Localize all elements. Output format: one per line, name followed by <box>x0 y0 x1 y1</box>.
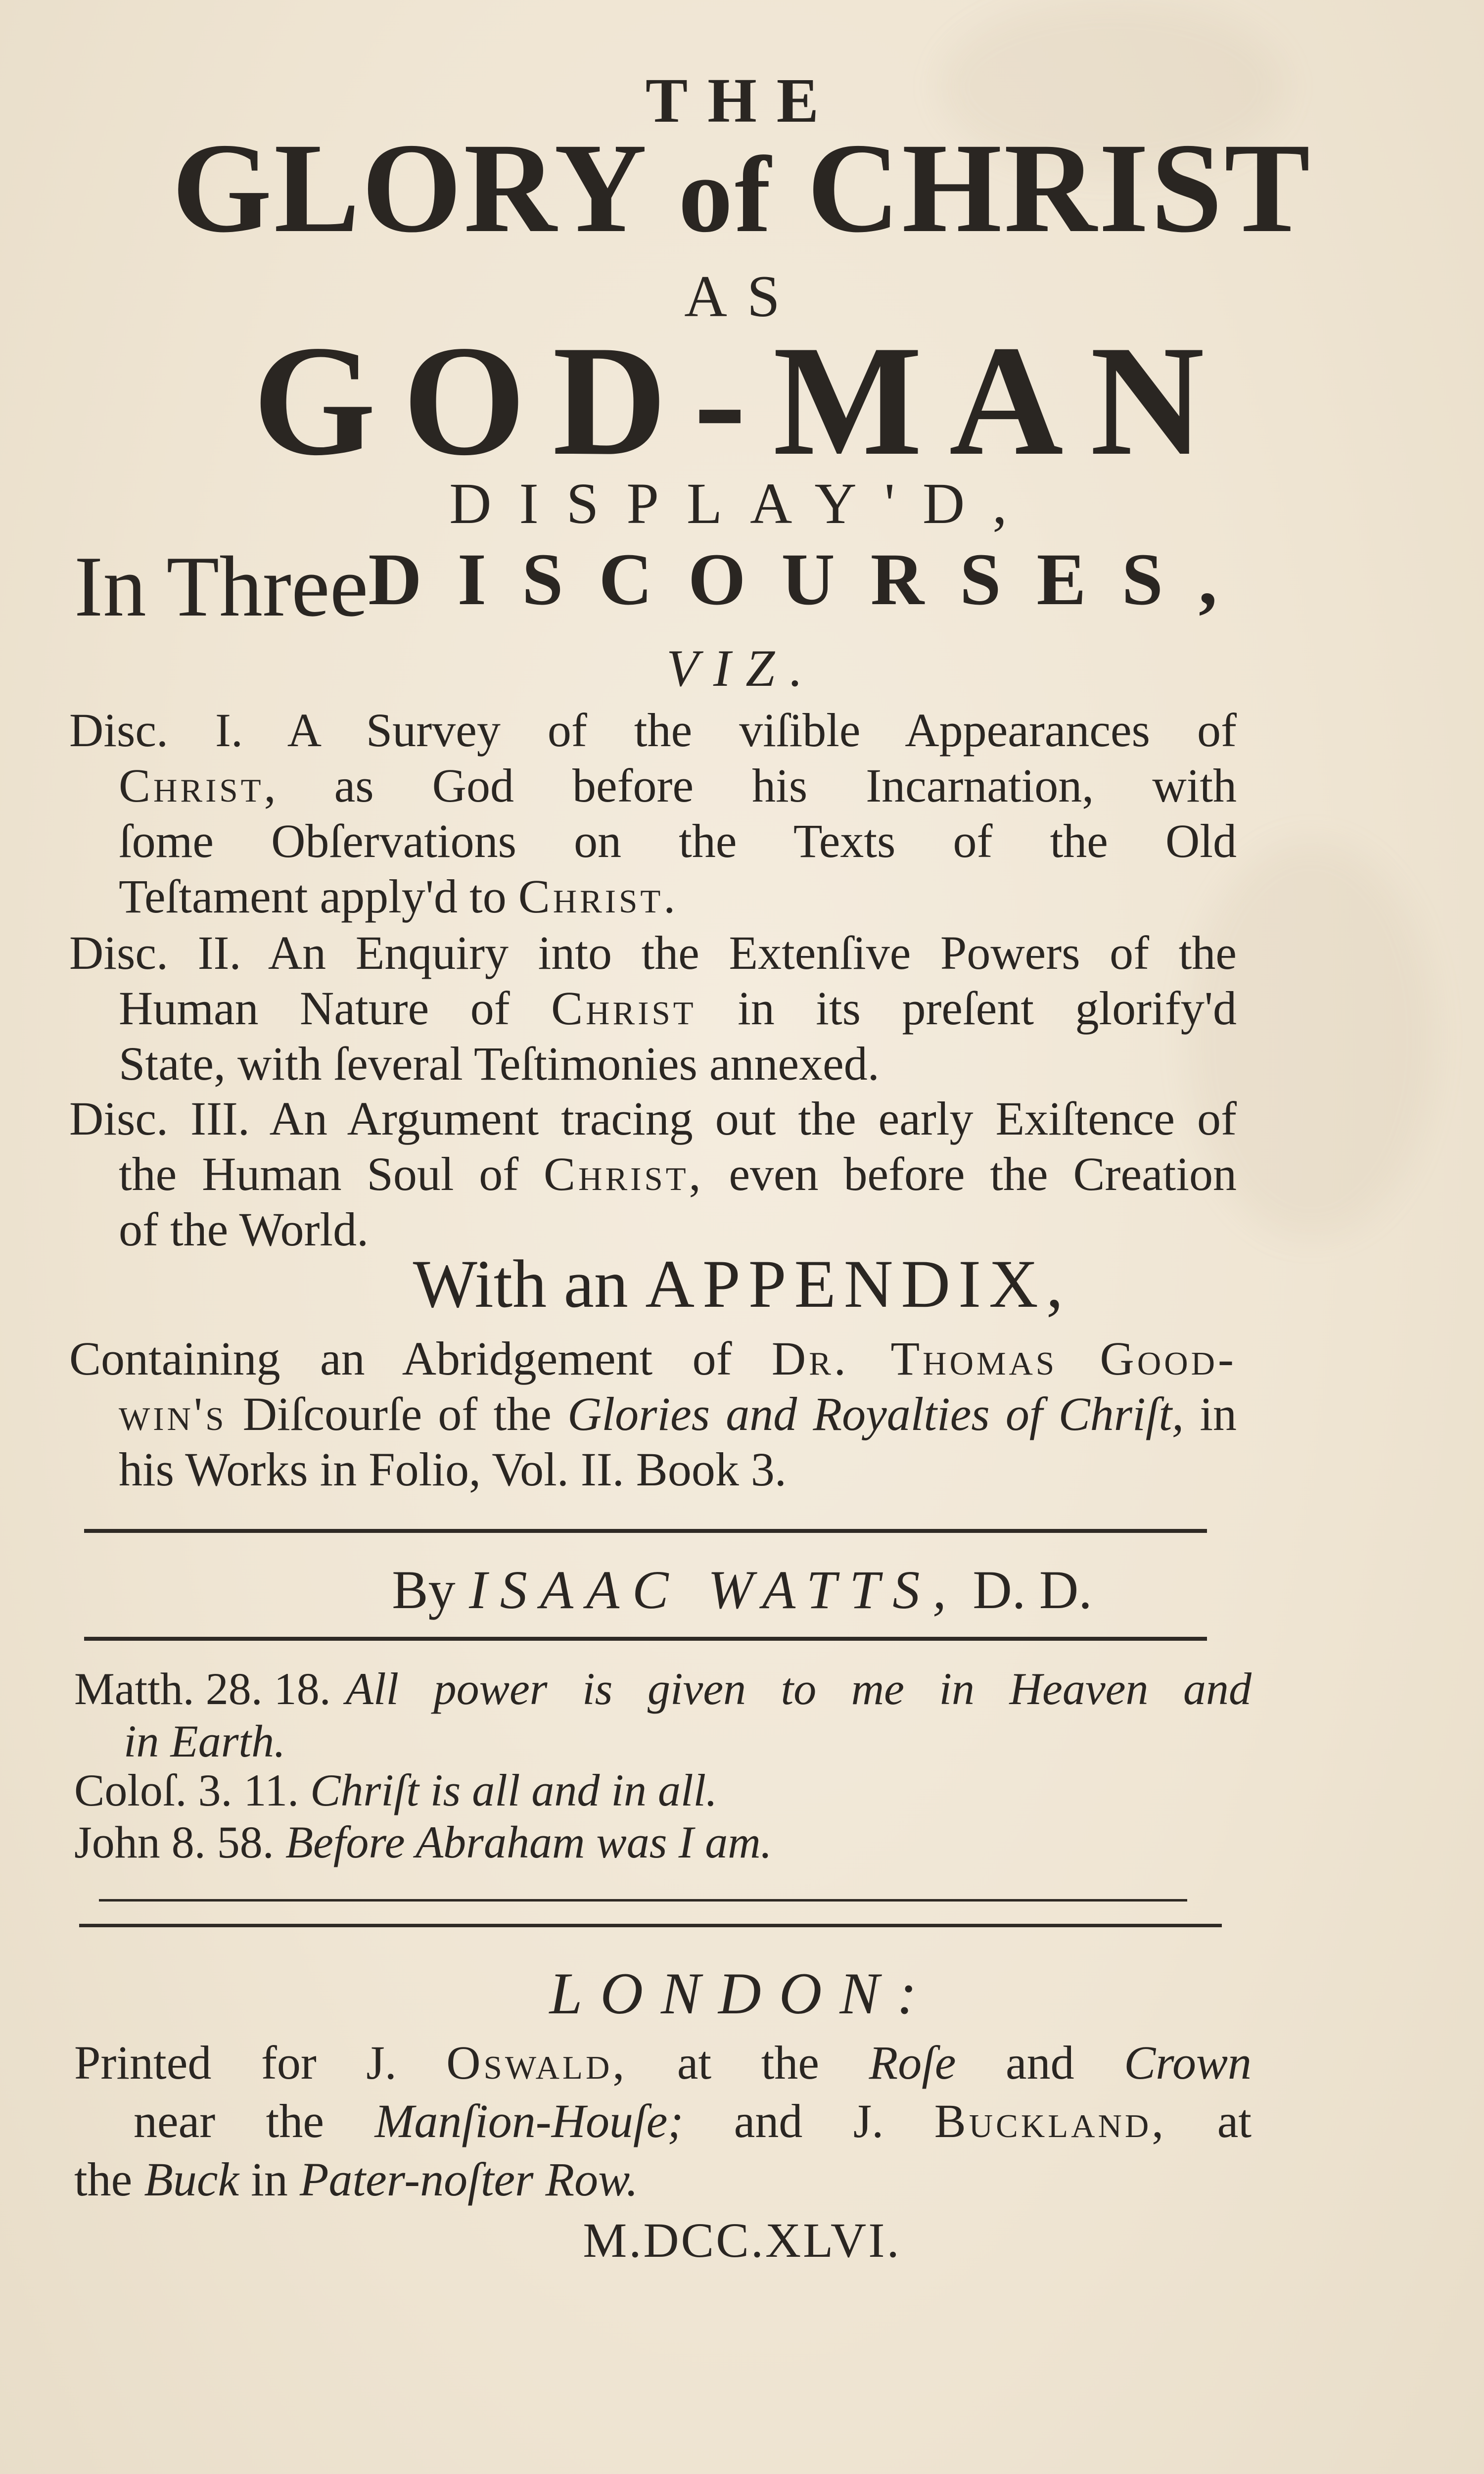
epigraph-2 <box>74 1764 1252 1816</box>
appendix-line-1 <box>69 1331 1237 1386</box>
christ-smallcaps: Christ <box>119 759 264 812</box>
epigraph-1-text: All power is given to me in Heaven and <box>345 1664 1252 1714</box>
divider-rule <box>99 1899 1187 1902</box>
imprint-city: LONDON: <box>549 1960 935 2026</box>
imprint-date: M.DCC.XLVI. <box>583 2213 901 2268</box>
discourse-3 <box>69 1091 1237 1257</box>
epigraph-3-text: Before Abraham was I am. <box>285 1817 772 1867</box>
discourse-3-label: Disc. III. <box>69 1092 250 1145</box>
discourse-1-text-c: ſome Obſervations on the Texts of the Old <box>119 814 1237 867</box>
divider-rule <box>79 1924 1222 1927</box>
discourse-2-label: Disc. II. <box>69 926 241 979</box>
discourse-3-text-b: the Human Soul of <box>119 1147 519 1200</box>
discourse-2-text-a: An Enquiry into the Extenſive Powers of the <box>268 926 1237 979</box>
discourse-2-text-c: State, with ſeveral Teſtimonies annexed. <box>119 1037 880 1090</box>
imprint-buckland: Buckland, <box>934 2094 1167 2147</box>
title-glory: GLORY <box>172 117 645 259</box>
appendix-line-2-text: Diſcourſe of the <box>242 1387 552 1440</box>
imprint-line-2 <box>74 2092 1252 2150</box>
imprint-in: in <box>251 2153 288 2206</box>
title-the: THE <box>645 65 839 136</box>
imprint-line-3 <box>74 2150 1252 2209</box>
imprint-and-j: and J. <box>734 2094 884 2147</box>
title-in-three: In Three <box>74 538 369 634</box>
christ-smallcaps: Christ. <box>518 870 679 923</box>
appendix-line-2 <box>69 1386 1237 1442</box>
discourse-1-text-a: A Survey of the viſible Appearances of <box>287 704 1237 757</box>
discourse-2-line-2 <box>69 981 1237 1036</box>
appendix-description <box>69 1331 1237 1497</box>
title-god-man: GOD-MAN <box>253 313 1231 488</box>
discourse-2-text-b: Human Nature of <box>119 982 510 1035</box>
appendix-line-3 <box>69 1442 1237 1497</box>
epigraph-3 <box>74 1816 1252 1868</box>
divider-rule <box>84 1529 1207 1533</box>
discourse-1-line-3 <box>69 813 1237 869</box>
imprint-oswald: Oswald, <box>446 2036 628 2089</box>
title-as: AS <box>684 263 800 329</box>
imprint-mansion-house: Manſion-Houſe; <box>374 2094 684 2147</box>
christ-smallcaps: Christ <box>551 982 696 1035</box>
imprint-printed-for: Printed for J. <box>74 2036 397 2089</box>
imprint-at: at <box>1217 2094 1252 2147</box>
discourse-2-text-b2: in its preſent glorify'd <box>738 982 1237 1035</box>
epigraph-1-line-1 <box>74 1663 1252 1715</box>
appendix-word: APPENDIX, <box>645 1246 1071 1322</box>
discourse-2-line-3 <box>69 1036 1237 1092</box>
byline-by: By <box>392 1560 456 1620</box>
epigraph-2-ref: Coloſ. 3. 11. <box>74 1765 299 1815</box>
title-glory-of-christ <box>0 117 1484 259</box>
imprint-line-1 <box>74 2034 1252 2092</box>
title-christ: CHRIST <box>807 117 1312 259</box>
discourse-3-text-a: An Argument tracing out the early Exiſtence of <box>269 1092 1237 1145</box>
discourse-1-text-b: , as God before his Incarnation, with <box>264 759 1237 812</box>
appendix-line-2-end: in <box>1200 1387 1237 1440</box>
title-of: of <box>678 134 773 255</box>
epigraph-1-line-2: in Earth. <box>124 1716 286 1766</box>
epigraph-1-ref: Matth. 28. 18. <box>74 1664 331 1714</box>
byline-author: ISAAC WATTS, <box>469 1560 959 1620</box>
discourse-1-line-1 <box>69 703 1237 758</box>
byline <box>0 1559 1484 1621</box>
discourse-2 <box>69 925 1237 1092</box>
title-viz: VIZ. <box>666 639 818 697</box>
discourse-1-label: Disc. I. <box>69 704 243 757</box>
epigraph-2-text: Chriſt is all and in all. <box>310 1765 718 1815</box>
discourse-3-text-c: of the World. <box>119 1203 369 1256</box>
title-discourses: DISCOURSES, <box>368 538 1253 620</box>
byline-degree: D. D. <box>973 1560 1092 1620</box>
appendix-with-an: With an <box>413 1246 628 1322</box>
discourse-1 <box>69 703 1237 924</box>
imprint-crown: Crown <box>1124 2036 1252 2089</box>
appendix-line-2-italic: Glories and Royalties of Chriſt, <box>567 1387 1184 1440</box>
discourse-3-text-b2: even before the Creation <box>729 1147 1237 1200</box>
discourse-1-line-4 <box>69 869 1237 924</box>
imprint-at-the: at the <box>677 2036 820 2089</box>
imprint-and: and <box>1006 2036 1074 2089</box>
discourse-3-line-1 <box>69 1091 1237 1146</box>
discourse-1-line-2 <box>69 758 1237 813</box>
title-in-three-discourses <box>74 537 1253 636</box>
divider-rule <box>84 1637 1207 1641</box>
discourse-2-line-1 <box>69 925 1237 981</box>
appendix-author-smallcaps-cont: win's <box>119 1387 227 1440</box>
appendix-line-1-text: Containing an Abridgement of <box>69 1332 732 1385</box>
title-displayd: DISPLAY'D, <box>449 471 1035 536</box>
epigraph-3-ref: John 8. 58. <box>74 1817 274 1867</box>
appendix-line-3-text: his Works in Folio, Vol. II. Book 3. <box>119 1443 787 1496</box>
discourse-1-text-d: Teſtament apply'd to <box>119 870 507 923</box>
imprint-rose: Roſe <box>869 2036 956 2089</box>
christ-smallcaps: Christ, <box>544 1147 704 1200</box>
imprint-pater-noster-row: Pater-noſter Row. <box>299 2153 638 2206</box>
imprint-the: the <box>74 2153 133 2206</box>
imprint-buck: Buck <box>144 2153 239 2206</box>
discourse-3-line-2 <box>69 1146 1237 1202</box>
imprint-near-the: near the <box>134 2094 324 2147</box>
appendix-author-smallcaps: Dr. Thomas Good- <box>771 1332 1237 1385</box>
appendix-heading <box>0 1244 1484 1323</box>
epigraph-1 <box>74 1663 1252 1767</box>
